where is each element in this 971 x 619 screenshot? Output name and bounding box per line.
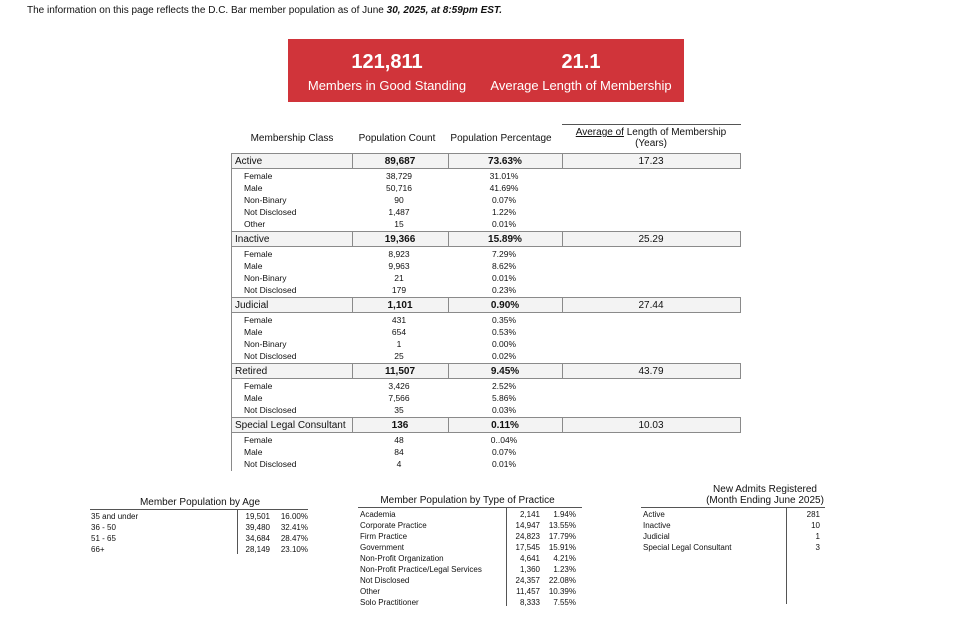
class-sub-count: 1,487 xyxy=(388,207,410,217)
class-sub-percentage: 0.35% xyxy=(491,315,517,325)
age-label: 35 and under xyxy=(91,512,139,521)
class-row-4 xyxy=(231,417,741,433)
class-left-border xyxy=(231,433,232,471)
class-sub-count: 4 xyxy=(396,459,402,469)
class-sub-percentage: 0.02% xyxy=(491,351,517,361)
class-count: 136 xyxy=(391,420,409,431)
admits-label: Inactive xyxy=(643,521,671,530)
class-average-length: 10.03 xyxy=(638,420,664,431)
members-in-good-standing-value: 121,811 xyxy=(351,51,423,73)
summary-banner xyxy=(288,39,684,102)
average-length-value: 21.1 xyxy=(561,51,601,73)
class-sub-percentage: 41.69% xyxy=(489,183,519,193)
practice-label: Academia xyxy=(360,510,396,519)
class-sub-count: 35 xyxy=(394,405,404,415)
class-sub-label: Female xyxy=(244,435,273,445)
class-sub-count: 21 xyxy=(394,273,404,283)
class-sub-label: Female xyxy=(244,171,273,181)
practice-table-title: Member Population by Type of Practice xyxy=(380,495,555,506)
class-sub-percentage: 1.22% xyxy=(491,207,517,217)
class-sub-count: 38,729 xyxy=(386,171,412,181)
class-sub-percentage: 2.52% xyxy=(491,381,517,391)
average-length-label: Average Length of Membership xyxy=(490,78,672,93)
class-sub-label: Male xyxy=(244,183,263,193)
admits-count: 1 xyxy=(815,532,820,541)
class-sub-label: Male xyxy=(244,327,263,337)
practice-percentage: 17.79% xyxy=(548,532,576,541)
class-sub-count: 7,566 xyxy=(388,393,410,403)
header-population-count: Population Count xyxy=(358,133,436,144)
class-percentage: 73.63% xyxy=(488,156,522,167)
class-sub-label: Female xyxy=(244,249,273,259)
class-sub-percentage: 0.01% xyxy=(491,459,517,469)
header-length-of-membership: Length of Membership xyxy=(626,127,727,138)
class-sub-percentage: 0.07% xyxy=(491,195,517,205)
class-left-border xyxy=(231,169,232,231)
class-row-1 xyxy=(231,231,741,247)
class-percentage: 0.11% xyxy=(491,420,519,431)
class-sub-count: 25 xyxy=(394,351,404,361)
practice-label: Non-Profit Organization xyxy=(360,554,444,563)
class-average-length: 27.44 xyxy=(638,300,664,311)
header-membership-class: Membership Class xyxy=(250,133,334,144)
practice-count: 14,947 xyxy=(515,521,540,530)
practice-label: Solo Practitioner xyxy=(360,598,419,607)
practice-label: Corporate Practice xyxy=(360,521,427,530)
class-sub-label: Not Disclosed xyxy=(244,207,297,217)
class-sub-percentage: 0.07% xyxy=(491,447,517,457)
class-count: 11,507 xyxy=(384,366,416,377)
practice-percentage: 15.91% xyxy=(548,543,576,552)
members-in-good-standing-label: Members in Good Standing xyxy=(307,78,467,93)
class-sub-count: 84 xyxy=(394,447,404,457)
class-name: Inactive xyxy=(235,234,270,245)
admits-label: Active xyxy=(643,510,665,519)
class-count: 19,366 xyxy=(384,234,416,245)
class-sub-count: 8,923 xyxy=(388,249,410,259)
class-sub-label: Non-Binary xyxy=(244,339,287,349)
class-sub-label: Other xyxy=(244,219,266,229)
header-rule xyxy=(562,124,741,125)
class-sub-percentage: 0.53% xyxy=(491,327,517,337)
class-sub-count: 431 xyxy=(391,315,407,325)
practice-percentage: 22.08% xyxy=(548,576,576,585)
practice-count: 4,641 xyxy=(519,554,540,563)
class-sub-percentage: 0..04% xyxy=(490,435,518,445)
class-row-0 xyxy=(231,153,741,169)
practice-label: Other xyxy=(360,587,381,596)
age-percentage: 16.00% xyxy=(280,512,308,521)
class-sub-percentage: 0.01% xyxy=(491,219,517,229)
practice-count: 2,141 xyxy=(519,510,540,519)
age-percentage: 23.10% xyxy=(280,545,308,554)
class-sub-percentage: 31.01% xyxy=(489,171,519,181)
class-sub-count: 3,426 xyxy=(388,381,410,391)
class-sub-percentage: 0.03% xyxy=(491,405,517,415)
class-sub-label: Female xyxy=(244,315,273,325)
as-of-notice xyxy=(27,5,502,16)
practice-count: 24,357 xyxy=(515,576,540,585)
class-sub-percentage: 0.23% xyxy=(491,285,517,295)
age-percentage: 28.47% xyxy=(280,534,308,543)
age-percentage: 32.41% xyxy=(280,523,308,532)
class-sub-label: Female xyxy=(244,381,273,391)
class-sub-count: 654 xyxy=(391,327,407,337)
age-table-title: Member Population by Age xyxy=(139,497,261,508)
class-left-border xyxy=(231,247,232,297)
practice-percentage: 1.94% xyxy=(553,510,576,519)
admits-table-rule xyxy=(641,507,825,508)
practice-percentage: 10.39% xyxy=(548,587,576,596)
age-count: 39,480 xyxy=(245,523,270,532)
class-sub-percentage: 7.29% xyxy=(491,249,517,259)
practice-count: 8,333 xyxy=(519,598,540,607)
practice-count: 11,457 xyxy=(516,587,540,596)
class-name: Special Legal Consultant xyxy=(235,420,346,431)
class-sub-label: Non-Binary xyxy=(244,273,287,283)
class-average-length: 17.23 xyxy=(638,156,664,167)
header-average-of: Average of xyxy=(575,127,624,138)
class-sub-label: Not Disclosed xyxy=(244,459,297,469)
class-sub-count: 15 xyxy=(394,219,404,229)
practice-percentage: 7.55% xyxy=(553,598,576,607)
class-sub-label: Not Disclosed xyxy=(244,351,297,361)
header-years: (Years) xyxy=(635,138,667,149)
practice-count: 24,823 xyxy=(515,532,540,541)
admits-count: 281 xyxy=(806,510,820,519)
class-row-3 xyxy=(231,363,741,379)
class-row-2 xyxy=(231,297,741,313)
practice-count: 1,360 xyxy=(519,565,540,574)
practice-label: Government xyxy=(360,543,405,552)
practice-percentage: 1.23% xyxy=(553,565,576,574)
class-sub-count: 50,716 xyxy=(386,183,412,193)
age-count: 28,149 xyxy=(245,545,270,554)
class-sub-count: 179 xyxy=(391,285,407,295)
header-average-length xyxy=(562,127,740,149)
class-name: Retired xyxy=(235,366,268,377)
age-count: 34,684 xyxy=(245,534,270,543)
class-average-length: 25.29 xyxy=(638,234,664,245)
practice-table-rule xyxy=(358,507,582,508)
class-count: 89,687 xyxy=(384,156,416,167)
class-sub-label: Male xyxy=(244,261,263,271)
class-sub-percentage: 8.62% xyxy=(491,261,517,271)
notice-prefix: The information on this page reflects the D.C. Bar member population as of June xyxy=(27,5,387,16)
class-sub-label: Male xyxy=(244,393,263,403)
class-sub-label: Not Disclosed xyxy=(244,285,297,295)
admits-title-line1: New Admits Registered xyxy=(713,484,817,495)
practice-label: Not Disclosed xyxy=(360,576,410,585)
class-sub-count: 9,963 xyxy=(388,261,410,271)
class-sub-count: 48 xyxy=(394,435,404,445)
class-average-length: 43.79 xyxy=(638,366,664,377)
class-percentage: 15.89% xyxy=(488,234,522,245)
admits-table-title xyxy=(660,484,870,506)
practice-label: Non-Profit Practice/Legal Services xyxy=(360,565,482,574)
class-percentage: 0.90% xyxy=(490,300,520,311)
class-sub-label: Not Disclosed xyxy=(244,405,297,415)
age-table-rule xyxy=(90,509,308,510)
class-sub-percentage: 0.01% xyxy=(491,273,517,283)
admits-count: 10 xyxy=(811,521,820,530)
class-left-border xyxy=(231,313,232,363)
class-sub-percentage: 5.86% xyxy=(491,393,517,403)
practice-label: Firm Practice xyxy=(360,532,408,541)
practice-percentage: 13.55% xyxy=(548,521,576,530)
class-sub-percentage: 0.00% xyxy=(491,339,517,349)
class-sub-label: Male xyxy=(244,447,263,457)
notice-date: 30, 2025, at 8:59pm EST. xyxy=(386,5,503,16)
age-label: 36 - 50 xyxy=(91,523,116,532)
class-name: Judicial xyxy=(235,300,269,311)
age-label: 66+ xyxy=(91,545,105,554)
header-population-percentage: Population Percentage xyxy=(450,133,552,144)
class-count: 1,101 xyxy=(387,300,413,311)
practice-percentage: 4.21% xyxy=(553,554,576,563)
class-sub-count: 90 xyxy=(394,195,404,205)
class-name: Active xyxy=(235,156,263,167)
admits-count: 3 xyxy=(815,543,820,552)
class-left-border xyxy=(231,379,232,417)
practice-count: 17,545 xyxy=(515,543,540,552)
age-count: 19,501 xyxy=(245,512,270,521)
class-percentage: 9.45% xyxy=(490,366,520,377)
admits-label: Special Legal Consultant xyxy=(643,543,732,552)
class-sub-label: Non-Binary xyxy=(244,195,287,205)
admits-label: Judicial xyxy=(643,532,670,541)
age-label: 51 - 65 xyxy=(91,534,116,543)
class-sub-count: 1 xyxy=(396,339,402,349)
admits-title-line2: (Month Ending June 2025) xyxy=(706,495,824,506)
